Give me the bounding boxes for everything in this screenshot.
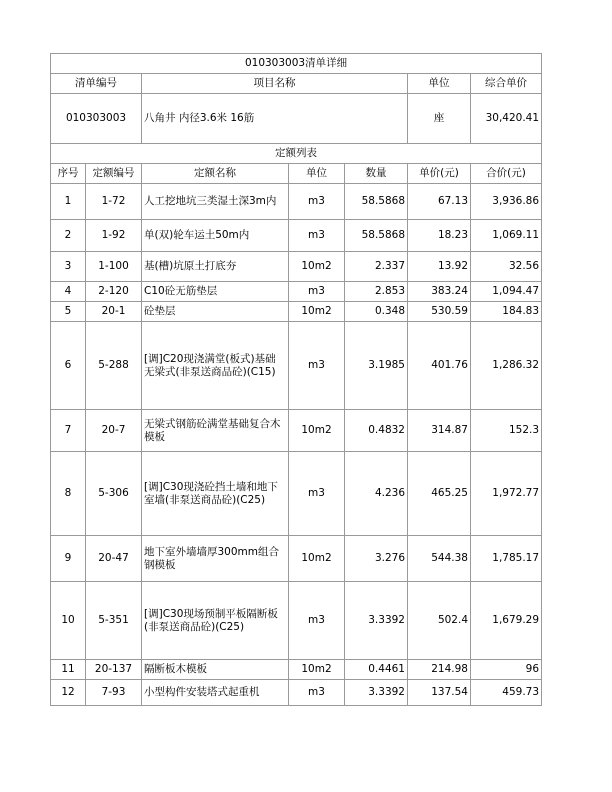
quota-quantity: 2.853: [345, 282, 408, 302]
quota-unit-price: 465.25: [408, 452, 471, 536]
quota-name: [调]C30现场预制平板隔断板(非泵送商品砼)(C25): [142, 582, 289, 660]
quota-unit-price: 67.13: [408, 184, 471, 220]
quota-code: 20-7: [86, 410, 142, 452]
quota-code: 20-47: [86, 536, 142, 582]
quota-name: 砼垫层: [142, 302, 289, 322]
quota-seq: 12: [51, 680, 86, 706]
table-row: [51, 322, 542, 410]
table-row: [51, 252, 542, 282]
quota-unit-price: 214.98: [408, 660, 471, 680]
quota-seq: 2: [51, 220, 86, 252]
quota-code: 1-92: [86, 220, 142, 252]
quota-code: 20-1: [86, 302, 142, 322]
quota-header-row: [51, 164, 542, 184]
bill-name-header: 项目名称: [142, 74, 408, 94]
quota-name: 地下室外墙墙厚300mm组合钢模板: [142, 536, 289, 582]
quota-unit: 10m2: [289, 302, 345, 322]
quota-name: [调]C30现浇砼挡土墙和地下室墙(非泵送商品砼)(C25): [142, 452, 289, 536]
quota-unit: 10m2: [289, 536, 345, 582]
quota-code: 5-306: [86, 452, 142, 536]
bill-row: [51, 94, 542, 144]
quota-unit-price: 314.87: [408, 410, 471, 452]
bill-code-header: 清单编号: [51, 74, 142, 94]
quota-total-price: 1,094.47: [471, 282, 542, 302]
bill-name: 八角井 内径3.6米 16筋: [142, 94, 408, 144]
quota-code: 7-93: [86, 680, 142, 706]
table-row: [51, 582, 542, 660]
quota-unit: 10m2: [289, 660, 345, 680]
total-price-header: 合价(元): [471, 164, 542, 184]
quota-unit-price: 137.54: [408, 680, 471, 706]
quota-unit: m3: [289, 322, 345, 410]
quota-quantity: 4.236: [345, 452, 408, 536]
quota-seq: 5: [51, 302, 86, 322]
bill-unit-header: 单位: [408, 74, 471, 94]
quota-total-price: 96: [471, 660, 542, 680]
quota-total-price: 1,069.11: [471, 220, 542, 252]
quota-title-row: [51, 144, 542, 164]
quota-name: 基(槽)坑原土打底夯: [142, 252, 289, 282]
quota-unit-price: 383.24: [408, 282, 471, 302]
quota-quantity: 3.1985: [345, 322, 408, 410]
quota-quantity: 3.3392: [345, 582, 408, 660]
table-row: [51, 452, 542, 536]
table-row: [51, 680, 542, 706]
bill-unit: 座: [408, 94, 471, 144]
quota-name: 小型构件安装塔式起重机: [142, 680, 289, 706]
quota-total-price: 3,936.86: [471, 184, 542, 220]
quota-total-price: 184.83: [471, 302, 542, 322]
quota-name: 单(双)轮车运土50m内: [142, 220, 289, 252]
quota-unit: m3: [289, 220, 345, 252]
quota-quantity: 0.348: [345, 302, 408, 322]
quota-code: 2-120: [86, 282, 142, 302]
quota-code: 20-137: [86, 660, 142, 680]
quota-unit-price: 502.4: [408, 582, 471, 660]
quantity-header: 数量: [345, 164, 408, 184]
quota-seq: 1: [51, 184, 86, 220]
quota-code: 5-351: [86, 582, 142, 660]
table-row: [51, 282, 542, 302]
quota-unit-price: 544.38: [408, 536, 471, 582]
quota-unit: 10m2: [289, 252, 345, 282]
quota-unit: m3: [289, 184, 345, 220]
quota-unit: m3: [289, 582, 345, 660]
quota-seq: 11: [51, 660, 86, 680]
quota-unit-price: 530.59: [408, 302, 471, 322]
quota-quantity: 3.3392: [345, 680, 408, 706]
quota-seq: 4: [51, 282, 86, 302]
quota-total-price: 1,286.32: [471, 322, 542, 410]
unit-header: 单位: [289, 164, 345, 184]
quota-name: C10砼无筋垫层: [142, 282, 289, 302]
quota-unit-price: 13.92: [408, 252, 471, 282]
quota-name-header: 定额名称: [142, 164, 289, 184]
table-row: [51, 184, 542, 220]
bill-detail-table: [50, 53, 542, 706]
table-row: [51, 302, 542, 322]
quota-total-price: 1,972.77: [471, 452, 542, 536]
title-row: [51, 54, 542, 74]
quota-name: 人工挖地坑三类湿土深3m内: [142, 184, 289, 220]
quota-name: [调]C20现浇满堂(板式)基础无梁式(非泵送商品砼)(C15): [142, 322, 289, 410]
quota-seq: 9: [51, 536, 86, 582]
quota-quantity: 58.5868: [345, 220, 408, 252]
quota-quantity: 3.276: [345, 536, 408, 582]
table-row: [51, 660, 542, 680]
quota-unit-price: 401.76: [408, 322, 471, 410]
quota-seq: 10: [51, 582, 86, 660]
quota-quantity: 58.5868: [345, 184, 408, 220]
quota-unit: m3: [289, 452, 345, 536]
quota-code: 5-288: [86, 322, 142, 410]
quota-unit: m3: [289, 282, 345, 302]
quota-seq: 6: [51, 322, 86, 410]
quota-code: 1-100: [86, 252, 142, 282]
quota-name: 无梁式钢筋砼满堂基础复合木模板: [142, 410, 289, 452]
quota-unit: 10m2: [289, 410, 345, 452]
page-title: 010303003清单详细: [51, 54, 542, 74]
quota-seq: 3: [51, 252, 86, 282]
table-row: [51, 220, 542, 252]
quota-total-price: 1,679.29: [471, 582, 542, 660]
quota-code-header: 定额编号: [86, 164, 142, 184]
bill-price-header: 综合单价: [471, 74, 542, 94]
quota-total-price: 1,785.17: [471, 536, 542, 582]
bill-code: 010303003: [51, 94, 142, 144]
table-row: [51, 536, 542, 582]
quota-code: 1-72: [86, 184, 142, 220]
bill-header-row: [51, 74, 542, 94]
unit-price-header: 单价(元): [408, 164, 471, 184]
bill-price: 30,420.41: [471, 94, 542, 144]
quota-unit: m3: [289, 680, 345, 706]
quota-seq: 8: [51, 452, 86, 536]
quota-total-price: 32.56: [471, 252, 542, 282]
quota-total-price: 459.73: [471, 680, 542, 706]
quota-name: 隔断板木模板: [142, 660, 289, 680]
quota-quantity: 0.4832: [345, 410, 408, 452]
quota-total-price: 152.3: [471, 410, 542, 452]
quota-quantity: 0.4461: [345, 660, 408, 680]
seq-header: 序号: [51, 164, 86, 184]
quota-quantity: 2.337: [345, 252, 408, 282]
quota-seq: 7: [51, 410, 86, 452]
quota-list-title: 定额列表: [51, 144, 542, 164]
quota-unit-price: 18.23: [408, 220, 471, 252]
table-row: [51, 410, 542, 452]
bill-detail-sheet: [50, 53, 541, 706]
